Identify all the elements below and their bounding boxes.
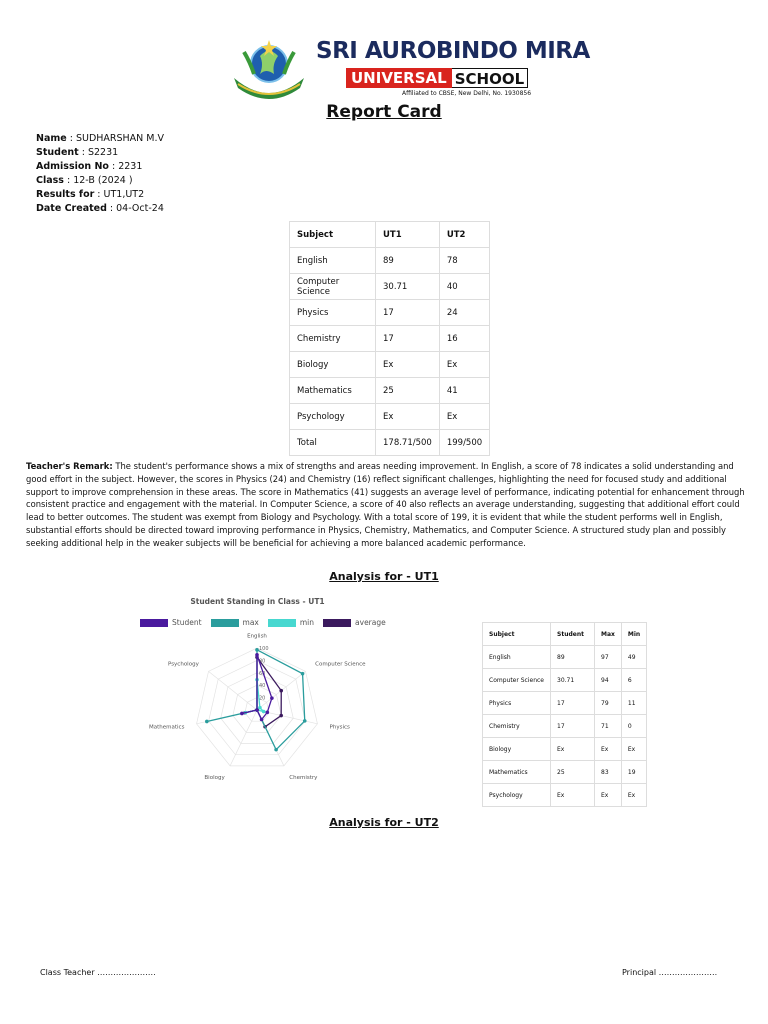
table-cell: Ex (621, 784, 646, 807)
radar-point-Student (240, 712, 244, 716)
table-header-cell: Subject (290, 222, 376, 248)
standing-chart (130, 592, 390, 792)
table-cell: Total (290, 430, 376, 456)
table-cell: 41 (439, 378, 489, 404)
table-row (483, 646, 647, 669)
table-row (483, 784, 647, 807)
table-cell: English (290, 248, 376, 274)
table-cell: 17 (551, 692, 595, 715)
remark-text: The student's performance shows a mix of strengths and areas needing improvement. In English, a score of 78 indicates a solid understanding and good effort in the subject. However, the scores in Physics (24) and Chemistry (16) reflect significant challenges, highlighting the need for focused study and additional support to improve comprehension in these areas. The score in Mathematics (41) suggests an average level of performance, indicating potential for enhancement through consistent practice and engagement with the material. In Computer Science, a score of 40 also reflects an average understanding, suggesting that additional effort could lead to better outcomes. The student was exempt from Biology and Psychology. With a total score of 199, it is evident that while the student performs well in English, substantial efforts should be directed toward improving performance in Physics, Chemistry, Mathematics, and Computer Science. A structured study plan and possibly seeking additional help in the weaker subjects will be beneficial for achieving a more balanced academic performance. (26, 461, 745, 548)
radar-point-Student (255, 708, 259, 712)
radar-point-max (255, 648, 259, 652)
table-cell: Ex (439, 352, 489, 378)
table-cell: Mathematics (290, 378, 376, 404)
school-sub-red: UNIVERSAL (346, 68, 452, 88)
table-cell: Ex (595, 738, 622, 761)
table-cell: Physics (483, 692, 551, 715)
table-row (290, 274, 490, 300)
radar-point-min (262, 710, 266, 714)
table-cell: 0 (621, 715, 646, 738)
table-row (290, 404, 490, 430)
standing-table (482, 622, 647, 807)
table-header-cell: Subject (483, 623, 551, 646)
table-row (483, 761, 647, 784)
remark-label: Teacher's Remark: (26, 461, 113, 471)
radar-axis-label: Mathematics (149, 724, 185, 731)
table-cell: 97 (595, 646, 622, 669)
table-row (290, 378, 490, 404)
table-cell: 25 (551, 761, 595, 784)
analysis-ut2-title: Analysis for - UT2 (329, 816, 439, 829)
table-cell: Ex (551, 784, 595, 807)
table-cell: Computer Science (483, 669, 551, 692)
table-cell: Mathematics (483, 761, 551, 784)
radar-tick-label: 40 (259, 683, 266, 690)
table-cell: 199/500 (439, 430, 489, 456)
info-row-class: Class : 12-B (2024 ) (36, 175, 133, 186)
info-row-name: Name : SUDHARSHAN M.V (36, 133, 165, 144)
school-affiliation: Affiliated to CBSE, New Delhi, No. 1930856 (402, 90, 532, 97)
radar-point-Student (270, 696, 274, 700)
info-row-admission: Admission No : 2231 (36, 161, 143, 172)
class-teacher-signature: Class Teacher …………………. (40, 968, 156, 977)
table-cell: 89 (376, 248, 440, 274)
table-row (290, 300, 490, 326)
table-cell: 94 (595, 669, 622, 692)
radar-point-min (258, 706, 262, 710)
info-row-student: Student : S2231 (36, 147, 119, 158)
radar-axis-label: Biology (204, 775, 225, 782)
legend-label: max (242, 618, 259, 627)
principal-signature: Principal …………………. (622, 968, 718, 977)
table-cell: Psychology (290, 404, 376, 430)
radar-point-Student (255, 653, 259, 657)
table-row (290, 248, 490, 274)
table-cell: 16 (439, 326, 489, 352)
table-row (483, 692, 647, 715)
radar-axis-label: Psychology (167, 661, 199, 668)
table-cell: 30.71 (551, 669, 595, 692)
legend-label: min (299, 618, 315, 627)
table-cell: 83 (595, 761, 622, 784)
table-cell: Biology (483, 738, 551, 761)
table-header-cell: UT1 (376, 222, 440, 248)
table-row-total (290, 430, 490, 456)
radar-tick-label: 80 (259, 658, 266, 665)
table-cell: 78 (439, 248, 489, 274)
student-info (36, 132, 164, 216)
table-cell: 25 (376, 378, 440, 404)
table-row (290, 352, 490, 378)
table-cell: Psychology (483, 784, 551, 807)
table-cell: 24 (439, 300, 489, 326)
radar-spoke (230, 710, 257, 766)
table-cell: 17 (376, 326, 440, 352)
table-row (483, 738, 647, 761)
table-cell: Ex (376, 404, 440, 430)
school-logo-icon (230, 38, 308, 100)
table-cell: 19 (621, 761, 646, 784)
table-row (483, 715, 647, 738)
table-cell: 30.71 (376, 274, 440, 300)
table-cell: 40 (439, 274, 489, 300)
radar-point-max (274, 748, 278, 752)
table-cell: English (483, 646, 551, 669)
marks-table (289, 221, 490, 456)
table-cell: Physics (290, 300, 376, 326)
radar-point-max (205, 720, 209, 724)
table-cell: 49 (621, 646, 646, 669)
radar-axis-label: Computer Science (315, 661, 366, 668)
radar-point-Student (260, 718, 264, 722)
table-header-row (483, 623, 647, 646)
school-header (0, 34, 768, 104)
table-cell: Biology (290, 352, 376, 378)
school-subtitle (346, 68, 528, 88)
analysis-ut1-title: Analysis for - UT1 (329, 570, 439, 583)
table-cell: 79 (595, 692, 622, 715)
radar-tick-label: 20 (259, 695, 266, 702)
table-header-cell: Max (595, 623, 622, 646)
legend-label: average (355, 618, 386, 627)
table-cell: 11 (621, 692, 646, 715)
table-cell: Chemistry (290, 326, 376, 352)
table-cell: 178.71/500 (376, 430, 440, 456)
radar-point-average (279, 689, 283, 693)
legend-label: Student (172, 618, 202, 627)
table-row (483, 669, 647, 692)
school-name: SRI AUROBINDO MIRA (316, 38, 590, 64)
table-cell: 6 (621, 669, 646, 692)
radar-point-Student (265, 711, 269, 715)
info-row-results-for: Results for : UT1,UT2 (36, 189, 145, 200)
table-row (290, 326, 490, 352)
radar-series-line-average (245, 657, 281, 726)
page-title: Report Card (326, 102, 442, 122)
table-header-cell: Min (621, 623, 646, 646)
table-cell: Ex (551, 738, 595, 761)
radar-point-max (301, 672, 305, 676)
radar-point-average (279, 714, 283, 718)
table-cell: Ex (439, 404, 489, 430)
table-header-row (290, 222, 490, 248)
table-cell: Ex (376, 352, 440, 378)
table-cell: Computer Science (290, 274, 376, 300)
radar-tick-label: 60 (259, 670, 266, 677)
table-cell: 17 (551, 715, 595, 738)
radar-point-max (303, 719, 307, 723)
table-cell: Ex (595, 784, 622, 807)
table-cell: Ex (621, 738, 646, 761)
info-row-date-created: Date Created : 04-Oct-24 (36, 203, 164, 214)
table-cell: 71 (595, 715, 622, 738)
radar-axis-label: English (247, 633, 267, 640)
table-header-cell: Student (551, 623, 595, 646)
chart-title: Student Standing in Class - UT1 (190, 597, 325, 606)
table-cell: 89 (551, 646, 595, 669)
table-cell: Chemistry (483, 715, 551, 738)
radar-axis-label: Chemistry (289, 775, 318, 782)
school-sub-black: SCHOOL (452, 68, 528, 88)
radar-chart-svg (130, 622, 390, 792)
radar-tick-label: 100 (259, 646, 269, 652)
table-cell: 17 (376, 300, 440, 326)
table-header-cell: UT2 (439, 222, 489, 248)
radar-axis-label: Physics (329, 724, 350, 731)
teacher-remark (26, 460, 746, 550)
